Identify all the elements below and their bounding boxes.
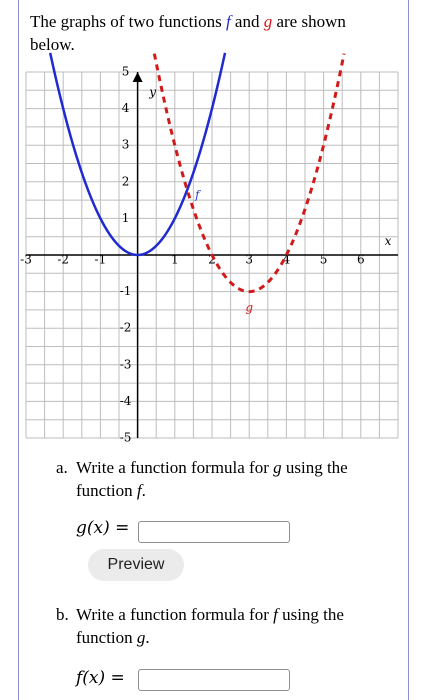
question-b <box>56 603 376 649</box>
x-tick-label: 5 <box>319 252 328 267</box>
preview-button[interactable]: Preview <box>88 549 184 581</box>
y-tick-label: 2 <box>121 174 130 189</box>
intro-g-name: g <box>263 12 273 31</box>
y-tick-label: -4 <box>119 393 132 408</box>
question-b-text-2: using the function <box>76 605 344 647</box>
answer-b-input[interactable] <box>138 669 290 691</box>
y-tick-label: -1 <box>119 284 132 299</box>
function-graph <box>20 64 398 445</box>
intro-f-name: f <box>225 12 231 31</box>
question-a-letter: a. <box>56 458 68 477</box>
x-tick-label: -1 <box>94 252 107 267</box>
y-tick-label: 1 <box>121 210 130 225</box>
question-a <box>56 456 376 502</box>
question-a-text-3: . <box>141 481 146 500</box>
answer-a-input[interactable] <box>138 521 290 543</box>
question-a-var-f: f <box>136 481 142 500</box>
answer-b-label: f(x) = <box>76 668 125 688</box>
curve-g-label: g <box>245 300 254 315</box>
question-a-text-1: Write a function formula for <box>76 458 274 477</box>
x-tick-label: 6 <box>356 252 365 267</box>
question-b-var-f: f <box>273 605 278 624</box>
y-tick-label: 5 <box>121 64 130 79</box>
y-tick-label: 4 <box>121 101 130 116</box>
y-tick-label: -5 <box>119 430 132 445</box>
question-b-var-g: g <box>136 628 146 647</box>
question-b-letter: b. <box>56 605 69 624</box>
x-tick-label: -3 <box>20 252 32 267</box>
question-a-var-g: g <box>273 458 282 477</box>
problem-statement <box>30 10 390 56</box>
question-b-text-3: . <box>145 628 150 647</box>
x-axis-label: x <box>384 234 392 248</box>
x-tick-label: 2 <box>208 252 216 267</box>
x-tick-label: 4 <box>282 252 291 267</box>
x-tick-label: 3 <box>245 252 254 267</box>
x-tick-label: -2 <box>57 252 70 267</box>
y-axis-label: y <box>149 85 156 99</box>
y-axis-arrow <box>133 72 143 82</box>
intro-text-2: and <box>230 12 264 31</box>
y-tick-label: -3 <box>119 357 132 372</box>
question-b-text-1: Write a function formula for <box>76 605 274 624</box>
y-tick-label: 3 <box>121 137 130 152</box>
intro-text-1: The graphs of two functions <box>30 12 226 31</box>
answer-a-label: g(x) = <box>76 518 130 538</box>
y-tick-label: -2 <box>119 320 132 335</box>
curve-f-label: f <box>195 188 200 202</box>
intro-text-3: are shown below. <box>30 12 346 54</box>
x-tick-label: 1 <box>170 252 179 267</box>
question-a-text-2: using the function <box>76 458 348 500</box>
